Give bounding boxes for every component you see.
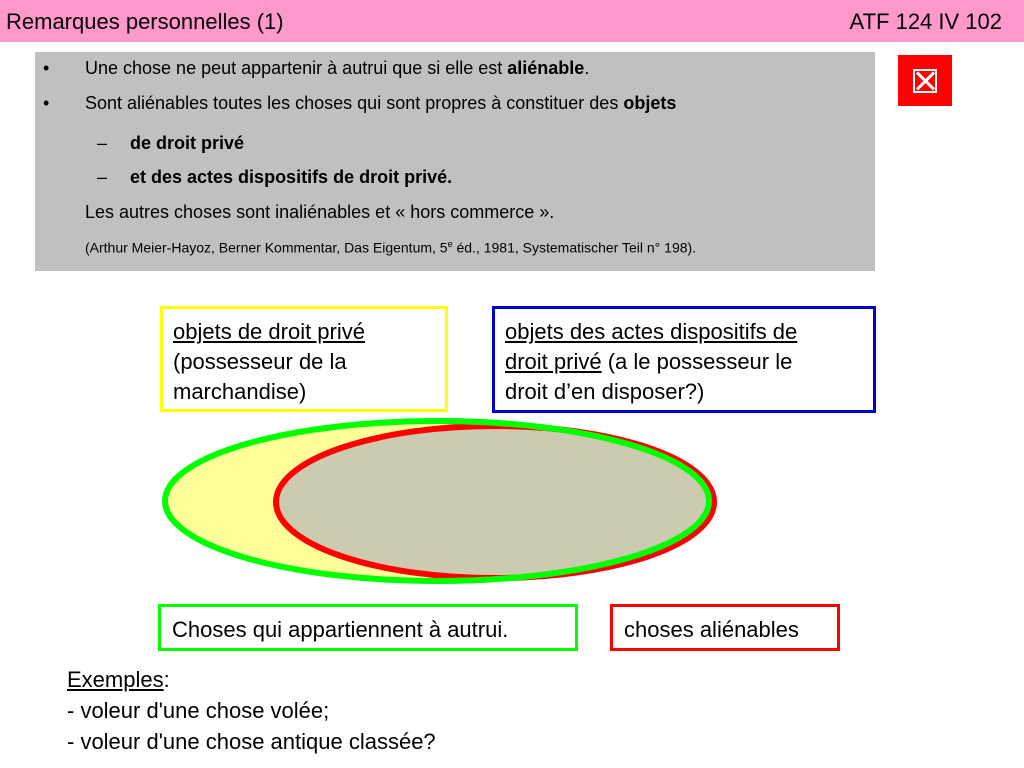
- sub-item-droit-prive: de droit privé: [130, 133, 245, 153]
- examples-title: Exemples: [67, 667, 164, 692]
- bullet1-text: Une chose ne peut appartenir à autrui que si elle est: [85, 58, 508, 78]
- box-yellow-text: (possesseur de la marchandise): [173, 349, 347, 404]
- example-item: - voleur d'une chose volée;: [67, 698, 330, 723]
- bullet1-post: .: [584, 58, 590, 78]
- examples-colon: :: [163, 667, 170, 692]
- box-objets-droit-prive: [160, 306, 448, 412]
- example-item: - voleur d'une chose antique classée?: [67, 729, 436, 754]
- box-blue-text-2: droit d’en disposer?): [505, 379, 705, 404]
- bullet-dot: •: [43, 58, 50, 78]
- venn-diagram: [150, 410, 730, 600]
- dash-marker: –: [97, 133, 108, 153]
- bullet1-bold: aliénable: [507, 58, 585, 78]
- box-blue-underlined-2: droit privé: [505, 349, 602, 374]
- close-button[interactable]: [898, 55, 952, 106]
- citation: [85, 239, 696, 256]
- box-blue-underlined: objets des actes dispositifs de: [505, 319, 798, 344]
- box-green-text: Choses qui appartiennent à autrui.: [172, 617, 509, 642]
- dash-marker: –: [97, 167, 108, 187]
- bullet2-bold: objets: [623, 93, 677, 113]
- case-reference: ATF 124 IV 102: [849, 9, 1002, 34]
- citation-text: (Arthur Meier-Hayoz, Berner Kommentar, Das Eigentum, 5: [85, 239, 448, 256]
- citation-end: éd., 1981, Systematischer Teil n° 198).: [452, 239, 697, 256]
- sub-item-actes: et des actes dispositifs de droit privé.: [130, 167, 453, 187]
- box-choses-autrui: [158, 604, 578, 651]
- close-x-icon: [913, 69, 937, 93]
- other-things-text: Les autres choses sont inaliénables et « hors commerce ».: [85, 202, 555, 222]
- bullet-objets: [85, 93, 676, 114]
- box-red-text: choses aliénables: [624, 617, 799, 642]
- citation-sup: e: [447, 239, 453, 249]
- box-yellow-underlined: objets de droit privé: [173, 319, 365, 344]
- box-choses-alienables: [610, 604, 840, 651]
- box-actes-dispositifs: [492, 306, 876, 413]
- bullet-alienable: [85, 58, 589, 79]
- examples-block: [67, 664, 436, 757]
- quote-box: [35, 52, 875, 271]
- bullet2-text: Sont aliénables toutes les choses qui sont propres à constituer des: [85, 93, 624, 113]
- bullet-dot: •: [43, 93, 50, 113]
- slide-header: [0, 0, 1024, 42]
- box-blue-text: (a le possesseur le: [601, 349, 793, 374]
- slide-title: Remarques personnelles (1): [6, 9, 284, 34]
